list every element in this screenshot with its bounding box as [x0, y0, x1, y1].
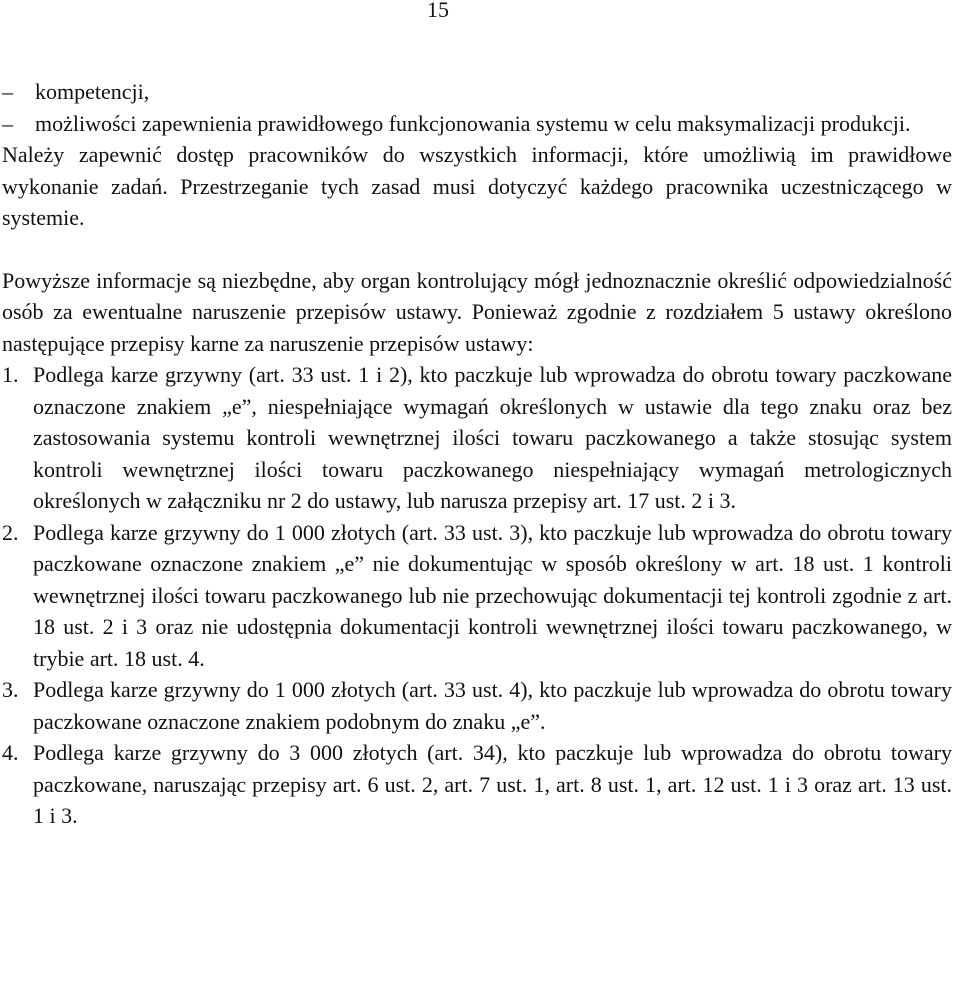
item-number: 3. [2, 677, 19, 702]
bullet-item-system [2, 108, 952, 140]
penalty-item-1 [2, 359, 952, 517]
penalty-item-2 [2, 517, 952, 675]
dash-marker: – [2, 79, 13, 104]
item-number: 2. [2, 519, 19, 545]
item-text: Podlega karze grzywny do 3 000 złotych (art. 34), kto paczkuje lub wprowadza do obrotu towary paczkowane, naruszając przepisy art. 6 ust. 2, art. 7 ust. 1, art. 8 ust. 1, art. 12 ust. 1 i 3 oraz art. 13 ust. 1 i 3. [33, 740, 952, 828]
paragraph-penal-provisions: Powyższe informacje są niezbędne, aby organ kontrolujący mógł jednoznacznie określić odpowiedzialność osób za ewentualne naruszenie przepisów ustawy. Ponieważ zgodnie z rozdziałem 5 ustawy określono następujące przepisy karne za naruszenie przepisów ustawy: [2, 267, 952, 356]
item-number: 1. [2, 362, 19, 387]
penalty-item-3 [2, 674, 952, 737]
item-text: Podlega karze grzywny do 1 000 złotych (art. 33 ust. 3), kto paczkuje lub wprowadza do obrotu towary paczkowane oznaczone znakiem „e” nie dokumentując w sposób określony w art. 18 ust. 1 kontroli wewnętrznej ilości towaru paczkowanego lub nie przechowując dokumentacji tej kontroli zgodnie z art. 18 ust. 2 i 3 oraz nie udostępnia dokumentacji kontroli wewnętrznej ilości towaru paczkowanego, w trybie art. 18 ust. 4. [33, 519, 952, 671]
bullet-item-competencies [2, 76, 952, 108]
item-text: Podlega karze grzywny (art. 33 ust. 1 i 2), kto paczkuje lub wprowadza do obrotu towary paczkowane oznaczone znakiem „e”, niespełniające wymagań określonych w ustawie dla tego znaku oraz bez zastosowania systemu kontroli wewnętrznej ilości towaru paczkowanego a także stosując system kontroli wewnętrznej ilości towaru paczkowanego niespełniający wymagań metrologicznych określonych w załączniku nr 2 do ustawy, lub narusza przepisy art. 17 ust. 2 i 3. [33, 362, 952, 513]
penalty-item-4 [2, 737, 952, 832]
document-body [2, 76, 952, 832]
bullet-text: kompetencji, [35, 79, 150, 104]
paragraph-access: Należy zapewnić dostęp pracowników do wszystkich informacji, które umożliwią im prawidłowe wykonanie zadań. Przestrzeganie tych zasad musi dotyczyć każdego pracownika uczestniczącego w systemie. [2, 142, 952, 230]
item-text: Podlega karze grzywny do 1 000 złotych (art. 33 ust. 4), kto paczkuje lub wprowadza do obrotu towary paczkowane oznaczone znakiem podobnym do znaku „e”. [33, 677, 952, 734]
paragraph-spacer [2, 234, 952, 265]
item-number: 4. [2, 740, 19, 765]
bullet-text: możliwości zapewnienia prawidłowego funkcjonowania systemu w celu maksymalizacji produkcji. [35, 110, 911, 136]
dash-marker: – [2, 110, 13, 136]
page-number: 15 [427, 0, 449, 22]
